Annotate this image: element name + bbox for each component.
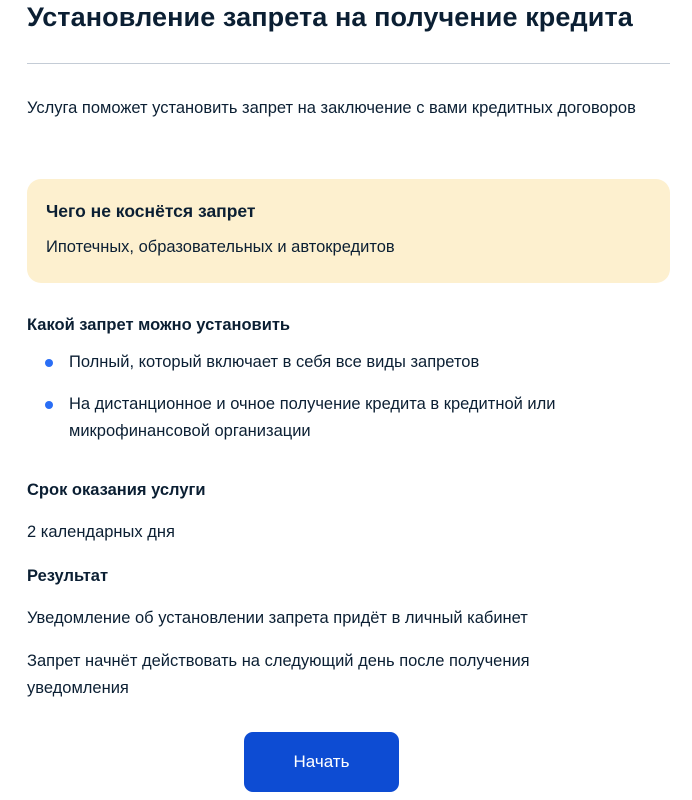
- start-button[interactable]: Начать: [244, 732, 399, 792]
- ban-types-title: Какой запрет можно установить: [27, 316, 291, 334]
- list-item-text: На дистанционное и очное получение кредита в кредитной или микрофинансовой организации: [69, 395, 556, 440]
- term-value: 2 календарных дня: [27, 523, 175, 541]
- notice-title: Чего не коснётся запрет: [46, 201, 256, 221]
- ban-types-list: [27, 349, 647, 460]
- list-item-text: Полный, который включает в себя все виды запретов: [69, 353, 480, 371]
- notice-text: Ипотечных, образовательных и автокредитов: [46, 238, 395, 256]
- result-line: Запрет начнёт действовать на следующий день после получения уведомления: [27, 652, 530, 697]
- exclusions-notice: [27, 179, 670, 283]
- term-title: Срок оказания услуги: [27, 481, 206, 499]
- bullet-icon: [45, 401, 53, 409]
- service-intro: Услуга поможет установить запрет на заключение с вами кредитных договоров: [27, 99, 636, 117]
- result-line: Уведомление об установлении запрета придёт в личный кабинет: [27, 609, 528, 627]
- title-divider: [27, 63, 670, 64]
- bullet-icon: [45, 359, 53, 367]
- page-title: Установление запрета на получение кредита: [27, 2, 633, 32]
- list-item: [27, 391, 627, 445]
- list-item: [27, 349, 647, 376]
- result-title: Результат: [27, 567, 109, 585]
